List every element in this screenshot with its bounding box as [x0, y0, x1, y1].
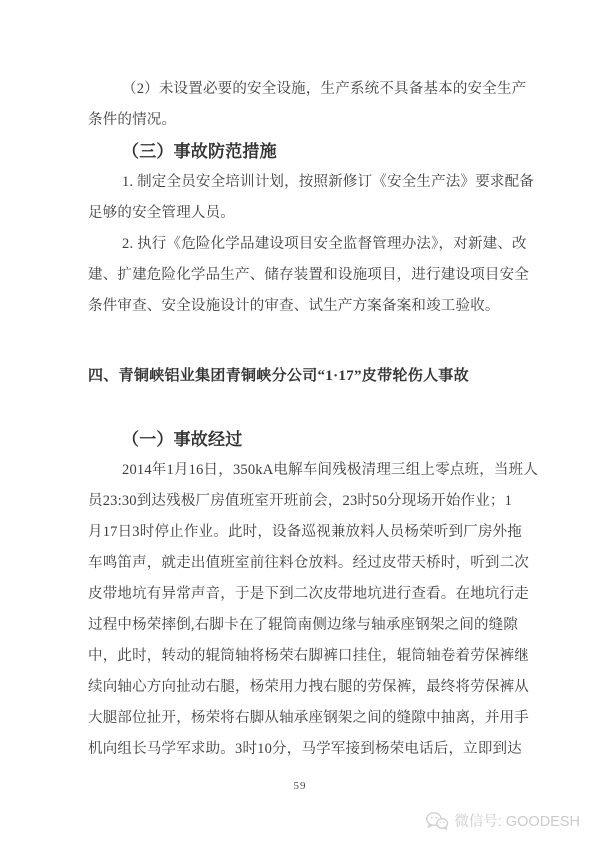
body-line: 机向组长马学军求助。3时10分，马学军接到杨荣电话后，立即到达	[88, 741, 522, 757]
body-line: 条件的情况。	[88, 112, 177, 128]
body-line: 2014年1月16日，350kA电解车间残极清理三组上零点班，当班人	[122, 462, 539, 478]
page-number: 59	[293, 780, 307, 792]
body-line: 建、扩建危险化学品生产、储存装置和设施项目，进行建设项目安全	[88, 267, 529, 283]
body-line: 1. 制定全员安全培训计划，按照新修订《安全生产法》要求配备	[122, 174, 534, 190]
section-heading: （三）事故防范措施	[122, 142, 277, 161]
body-line: 月17日3时停止作业。此时，设备巡视兼放料人员杨荣听到厂房外拖	[88, 524, 522, 540]
body-line: 条件审查、安全设施设计的审查、试生产方案备案和竣工验收。	[88, 298, 500, 314]
body-line: 续向轴心方向扯动右腿，杨荣用力拽右腿的劳保裤，最终将劳保裤从	[88, 679, 529, 695]
document-body	[88, 74, 539, 765]
body-line: （2）未设置必要的安全设施，生产系统不具备基本的安全生产	[122, 81, 527, 97]
body-line: 员23:30到达残极厂房值班室开班前会，23时50分现场开始作业；1	[88, 493, 513, 509]
watermark-label: 微信号: GOODESH	[454, 814, 580, 830]
watermark	[425, 810, 580, 831]
wechat-icon	[425, 811, 449, 831]
section-heading: （一）事故经过	[122, 430, 243, 449]
body-line: 大腿部位扯开，杨荣将右脚从轴承座钢架之间的缝隙中抽离，并用手	[88, 710, 529, 726]
body-line: 2. 执行《危险化学品建设项目安全监督管理办法》，对新建、改	[122, 236, 527, 252]
body-line: 过程中杨荣摔倒,右脚卡在了辊筒南侧边缘与轴承座钢架之间的缝隙	[88, 617, 519, 633]
body-line: 中，此时，转动的辊筒轴将杨荣右脚裤口挂住，辊筒轴卷着劳保裤继	[88, 648, 529, 664]
body-line: 足够的安全管理人员。	[88, 205, 235, 221]
body-line: 皮带地坑有异常声音，于是下到二次皮带地坑进行查看。在地坑行走	[88, 586, 529, 602]
chapter-heading: 四、青铜峡铝业集团青铜峡分公司“1·17”皮带轮伤人事故	[88, 368, 469, 384]
body-line: 车鸣笛声，就走出值班室前往料仓放料。经过皮带天桥时，听到二次	[88, 555, 529, 571]
